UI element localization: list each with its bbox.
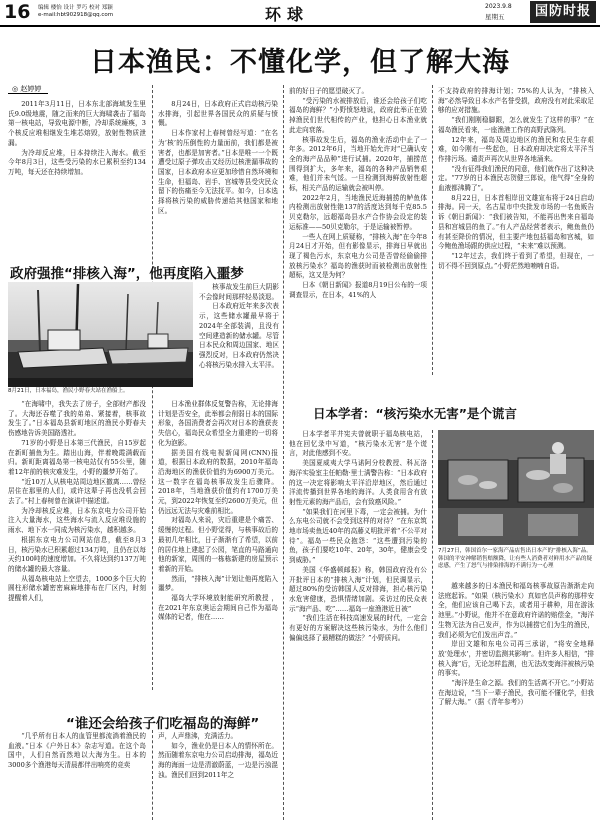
paragraph: 8月22日，日本首相岸田文雄宣布将于24日启动排海。同一天，名古屋市中央批发市场的一名鱼贩告诉《朝日新闻》：“我们被告知，不能再出售来自福岛县和宫城县的鱼了。”有人产品经营者表示，鲍鱼鱼仍有甚至降价的情况，但主要产地包括福岛和宫城，如今鲍鱼渔场跟的供应过程，“未来”难以预测。 [438,193,594,251]
paragraph: 不支持政府的排海计划；75%的人认为，“排核入海”必然导致日本水产名誉受损，政府没有对此采取足够的应对措施。 [438,87,594,115]
column-divider [152,345,153,690]
paragraph: 从福岛核电站上空望去，1000多个巨大的圆柱形储水罐密密麻麻地排布在厂区内，时刻提醒着人们， [8,574,146,603]
headline: 日本渔民：不懂化学，但了解大海 [90,47,510,78]
issue-date: 2023.9.8 [485,3,512,10]
body-column-2-last [158,732,278,822]
paragraph: 2011年3月11日，日本东北部海域发生里氏9.0级地震，随之而来的巨大海啸袭击了福岛第一核电站，导致电源中断，冷却系统瘫痪，3个核反应堆相继发生堆芯熔毁，放射性物质泄漏。 [8,100,146,147]
column-divider [432,85,433,375]
paragraph: 日本《朝日新闻》报道8月19日公布的一项调查显示，在日本，41%的人 [289,281,427,299]
page-number: 16 [4,1,31,23]
paragraph: 美国夏威夷大学马诺阿分校教授、科瓦洛海洋实验室主任帕勒·里士满警告称：“日本政府的这一决定将影响太平洋沿岸地区，然后通过洋流传播到世界各地的海洋。人类食用含有放射性元素的海产品后，会有致癌风险。” [289,459,427,506]
subhead-1: 政府强推“排核入海”，他再度陷入噩梦 [10,266,244,282]
body-column-4-bottom [438,582,594,822]
paragraph: “我们生活在科技高速发展的时代，一定会有更好的方案解决这些核污染水，为什么他们偏偏选择了最糟糕的做法？”小野质问。 [289,614,427,642]
paragraph: 2022年2月，当地渔民近海捕捞的鲈鱼体内检测出放射性铯137的活度达到每千克85.5贝克勒尔，远超福岛县水产合作协会设定的装运标准——50贝克勒尔，于是运输被暂停。 [289,193,427,231]
body-column-3-bottom [289,430,427,822]
paragraph: 对福岛人来说，灾后重建是个痛苦、缓慢的过程。但小野觉得，与核事故后的最初几年相比，日子渐渐有了希望，以前的居住地上建起了公园，笔直的马路通向他的新家，周围的一栋栋新建的房屋预示着新的开始。 [158,516,278,573]
paragraph: “我们刚刚稳脚跟，怎么就发生了这样的事？”在福岛渔民看来，一座渔港工作的高野武陈列。 [438,116,594,134]
harbor-photo-image [8,282,193,387]
seafood-market-photo-image [438,430,594,545]
harbor-photo [8,282,193,387]
paragraph: 8月24日，日本政府正式启动核污染水排海，引起世界各国民众的质疑与愤慨。 [158,100,278,128]
editors-credit: 编辑 楼怡 设计 罗巧 校对 郑颖 [38,5,113,11]
paragraph: 岸田文雄和东电公司再三承诺，“将安全地释放‘处理水’，并密切监测其影响”。但许多人相信，“排核入海”后，无论怎样监测，也无法改变海洋被核污染的事实。 [438,640,594,678]
paragraph: 为冷却核反应堆，日本东京电力公司开始注入大量海水，这些海水与流入反应堆设施的雨水、地下水一同成为核污染水，越积越多。 [8,506,146,535]
paragraph: “如果我们在河里下毒，一定会被捕。为什么东电公司就不会受到这样的对待？”在东京筑地市场卖鱼近40年的高藤义明批评着“不公平对待”。福岛一些民众抱怨：“这些遭到污染的鱼，孩子们要吃10年、20年，30年，健康会受到威胁。” [289,507,427,565]
paragraph: 福岛大学环境放射能研究所教授 ，在2021年东京奥运会期间自己作为福岛媒体的记者，他在…… [158,594,278,622]
section-title: 环球 [265,5,310,24]
paragraph: 然而，“排核入海”计划让他再度陷入噩梦。 [158,574,278,593]
paragraph: 核事故发生后，福岛的渔业活动中止了一年多。2012年6月，当地开始允许对“已确认安全的海产品品种”进行试捕。2020年，捕捞范围得到扩大，多年来，福岛的各种产品销售艰难，他们并未气馁。一旦检测到海鲜放射性超标，相关产品的运输就会被叫停。 [289,135,427,193]
paragraph: 越来越多的日本渔民和福岛核事故原告渐渐走向法庭起诉。“如果（核污染水）真如官员声称的那样安全，他们应该自己喝下去，或者用于耕种，用在游泳池里。”小野说，他并不在意政府许诺的赔偿金，“海洋生物无法为自己发声，作为以捕捞它们为生的渔民，我们必须为它们发出声音。” [438,582,594,639]
masthead-rule [0,25,600,27]
byline-rule [8,93,48,94]
paragraph: “海洋是生命之源。我们的生活离不开它。”小野站在海边说，“当下一辈子渔民，我可能不懂化学，但我了解大海。”（据《青年参考》） [438,679,594,707]
paragraph: 12年来，福岛及周边地区的渔民和农民生存艰难，如今刚有一些起色，日本政府却决定将太平洋当作排污场。谴责声再次从世界各地涌来。 [438,135,594,163]
paragraph: 前的好日子的愿望破灭了。 [289,87,369,95]
photo-caption-2: 7月27日，韩国首尔一家海产品店售出日本产的“排核入海”品。韩国的平安神解销售赔额降，让有些人消费者对鲜用水产品的疑虑感，产生了怒气与排染排海的不满行为一心理 [438,548,593,569]
body-column-1-last [8,732,146,822]
body-column-1-top [8,100,146,254]
email-address: e-mail:hbt902918@qq.com [38,12,114,18]
paragraph: “几乎所有日本人的血管里都流淌着渔民的血液。”日本《户外日本》杂志写道。在这个岛国中，人们自然而然地以大海为生。日本的3000多个渔港每天清晨都伴出响亮的竞卖 [8,732,146,770]
paragraph: 71岁的小野是日本第三代渔民，自15岁起在新町捕鱼为生。踏出山海，伴着晚霞满载而归。新町距离福岛第一核电站仅有55公里，随着12年前的核灾难发生，小野的噩梦开始了。 [8,438,146,476]
photo-caption-1: 8月21日，日本福岛，渔民小野春夫站在渔船上。 [8,388,129,394]
byline: ◎ 赵婷婷 [12,85,42,93]
paragraph: “没有征得我们渔民的同意，他们就作出了这种决定。“77岁的日本渔民志贺健三郎说，他气得”全身的血液都沸腾了”。 [438,164,594,193]
body-column-1-bottom [8,400,146,712]
paragraph: “受污染的水被排放后，谁还会给孩子们吃福岛的海鲜？”小野愤怒地说，政府此举正在毁掉渔民们世代相传的产业，他担心日本渔业就此走向衰落。 [289,96,427,134]
paragraph: 一些人在网上质疑称，“排核入海”在今年8月24日才开始，但有影像显示，排海日早就出现了褐色污水，东京电力公司是否曾经偷偷排放核污染水？福岛的渔获时而被检测出放射性超标，这又是为何？ [289,232,427,280]
issue-weekday: 星期五 [485,13,505,21]
subhead-3: 日本学者：“核污染水无害”是个谎言 [313,406,517,421]
paragraph: 日本学者平井宪夫曾就职于福岛核电站，他在回忆录中写道，“核污染水无害”是个谎言，对此他感到不安。 [289,430,427,458]
column-divider [283,85,284,820]
paragraph: 日本政府近年来多次表示，这些储水罐最早将于2024年全部装满，且没有空间建造新的储水罐。尽管日本民众和周边国家、地区强烈反对，日本政府仍然决心将核污染水排入太平洋。 [199,302,279,369]
subhead-2: “谁还会给孩子们吃福岛的海鲜” [66,716,260,732]
column-divider [152,730,153,820]
paragraph: 日本作家村上春树曾经写道：“在名为‘核’的压倒性的力量面前，我们都是被害者，也都是加害者。”日本是唯一一个既遭受过原子弹攻击又经历过核泄漏事故的国家，日本政府本应更加珍惜自然环境和生命，但福岛、岩手、宫城等县受灾民众留下的伤痛至今无法抚平。如今，日本选择将核污染的威胁传递给其他国家和地区。 [158,129,278,215]
paragraph: 日本渔业群体反复警告称，无论排海计划是否安全，此举都会削弱日本的国际形象，各国消费者会再次对日本的渔获丧失信心，福岛民众希望全力重建的一切将化为泡影。 [158,400,278,447]
paragraph: 根据东京电力公司网站信息，截至8月3日，核污染水已积累超过134万吨，且仍在以每天约100吨的速度增加。不久将达到约137万吨的储水罐的最大容量。 [8,535,146,573]
body-column-2-top [158,100,278,256]
body-column-2-mid [199,283,279,393]
body-column-2-bottom [158,400,278,712]
paragraph: 据美国有线电视新闻网(CNN)报道，根据日本政府的数据，2010年福岛沿海地区的渔获价值约为6900万美元。这一数字在福岛核事故发生后骤降。2018年，当地渔获价值约有1700万美元，到2022年恢复至约2600万美元，但仍远远无法与灾难前相比。 [158,448,278,515]
paragraph: “近10万人从核电站周边地区撤离……曾经居住在那里的人们，或许这辈子再也没机会回去了。”村上春树曾在演讲中描述道。 [8,477,146,506]
paragraph: 声，人声鼎沸，充满活力。 [158,732,238,740]
body-column-3-top [289,87,427,377]
column-divider [432,430,433,820]
body-column-4-top [438,87,594,377]
seafood-market-photo [438,430,594,545]
paragraph: “12年过去，我们终于看到了希望，但现在，一切不得不回到原点。”小野茫然地喃喃自语。 [438,251,594,270]
paragraph: “在海啸中，我失去了房子，全部财产都没了。大海还吞噬了我的弟弟、紧接着，核事故发生了。”日本福岛县新町地区的渔民小野春夫伤感地告诉美国路透社。 [8,400,146,438]
paragraph: 核事故发生前巨大阴影不会像时间那样轻易淡退。 [199,283,279,301]
paragraph: 为冷却反应堆，日本持续注入海水。截至今年8月3日，这些受污染的水已累积至约134万吨，每天还在持续增加。 [8,148,146,176]
paragraph: 美国《华盛顿邮报》称，韩国政府没有公开批评日本的“排核入海”计划，但民调显示，超过80%的受访韩国人反对排海，担心核污染水危害健康，恐惧情绪加剧。采访过的民众表示“海产品、吃”……福岛一座渔港近日被” [289,565,427,613]
paragraph: 如今，渔业仍是日本人的情怀所在。然而随着东京电力公司启动排海，福岛近海的海面一边是清澈蔚蓝，一边是污浊混浊。渔民们回到2011年之 [158,741,278,779]
paper-logo: 国防时报 [530,1,596,23]
